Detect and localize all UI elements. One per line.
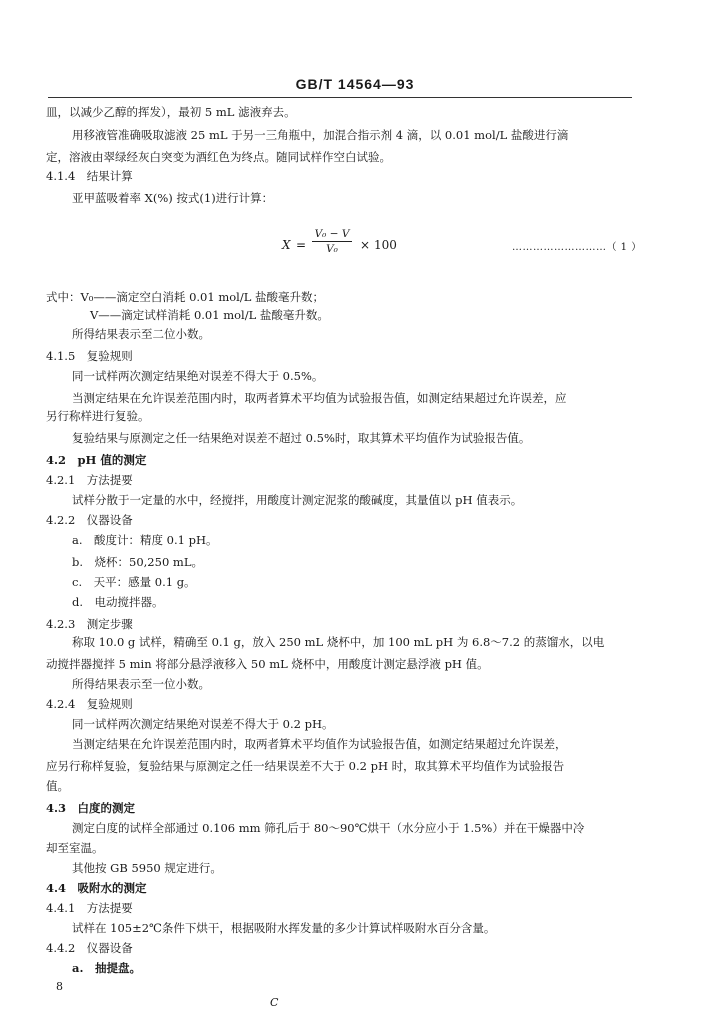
text-line: 当测定结果在允许误差范围内时，取两者算术平均值为试验报告值，如测定结果超过允许误差，应 — [72, 391, 567, 405]
text-line: 应另行称样复验，复验结果与原测定之任一结果误差不大于 0.2 pH 时，取其算术平均值作为试验报告 — [46, 759, 565, 773]
text-line: 所得结果表示至一位小数。 — [72, 677, 210, 691]
text-line: 4.4.1 方法提要 — [46, 901, 133, 915]
text-line: 4.2.1 方法提要 — [46, 473, 133, 487]
text-line: 其他按 GB 5950 规定进行。 — [72, 861, 222, 875]
formula-numerator: V₀ − V — [314, 228, 350, 240]
text-line: 4.2.4 复验规则 — [46, 697, 133, 711]
formula-reference: ………………………（ 1 ） — [512, 242, 642, 253]
text-line: 4.1.4 结果计算 — [46, 169, 133, 183]
text-line: b. 烧杯：50,250 mL。 — [72, 555, 203, 569]
formula-denominator: V₀ — [326, 243, 338, 255]
formula-times: × — [360, 238, 371, 252]
formula-1 — [282, 228, 642, 262]
text-line: a. 抽提盘。 — [72, 961, 141, 975]
text-line: 却至室温。 — [46, 841, 104, 855]
text-line: 4.3 白度的测定 — [46, 801, 136, 815]
document-header — [0, 76, 710, 92]
text-line: 4.2.3 测定步骤 — [46, 617, 133, 631]
text-line: 式中：V₀——滴定空白消耗 0.01 mol/L 盐酸毫升数； — [46, 290, 325, 304]
header-divider — [48, 97, 632, 98]
fraction-bar — [312, 241, 352, 242]
text-line: 4.2.2 仪器设备 — [46, 513, 133, 527]
text-line: 皿，以减少乙醇的挥发），最初 5 mL 滤液弃去。 — [46, 105, 296, 119]
text-line: 测定白度的试样全部通过 0.106 mm 筛孔后于 80～90℃烘干（水分应小于 1.5%）并在干燥器中冷 — [72, 821, 585, 835]
standard-code: GB/T 14564—93 — [295, 76, 415, 92]
text-line: 称取 10.0 g 试样，精确至 0.1 g，放入 250 mL 烧杯中，加 100 mL pH 为 6.8～7.2 的蒸馏水，以电 — [72, 635, 605, 649]
text-line: 值。 — [46, 779, 69, 793]
text-line: 动搅拌器搅拌 5 min 将部分悬浮液移入 50 mL 烧杯中，用酸度计测定悬浮液 pH 值。 — [46, 657, 489, 671]
text-line: a. 酸度计：精度 0.1 pH。 — [72, 533, 218, 547]
text-line: 复验结果与原测定之任一结果绝对误差不超过 0.5%时，取其算术平均值作为试验报告值。 — [72, 431, 531, 445]
page-number: 8 — [56, 980, 63, 993]
text-line: 试样在 105±2℃条件下烘干，根据吸附水挥发量的多少计算试样吸附水百分含量。 — [72, 921, 496, 935]
footer-mark: C — [270, 996, 279, 1009]
text-line: 同一试样两次测定结果绝对误差不得大于 0.5%。 — [72, 369, 324, 383]
text-line: 4.4 吸附水的测定 — [46, 881, 147, 895]
text-line: d. 电动搅拌器。 — [72, 595, 164, 609]
formula-multiplier: 100 — [374, 238, 397, 252]
text-line: 4.2 pH 值的测定 — [46, 453, 147, 467]
text-line: 当测定结果在允许误差范围内时，取两者算术平均值作为试验报告值，如测定结果超过允许误差， — [72, 737, 567, 751]
text-line: 4.1.5 复验规则 — [46, 349, 133, 363]
text-line: 用移液管准确吸取滤液 25 mL 于另一三角瓶中，加混合指示剂 4 滴，以 0.01 mol/L 盐酸进行滴 — [72, 128, 569, 142]
text-line: c. 天平：感量 0.1 g。 — [72, 575, 196, 589]
formula-fraction — [312, 228, 352, 255]
text-line: V——滴定试样消耗 0.01 mol/L 盐酸毫升数。 — [90, 308, 329, 322]
text-line: 同一试样两次测定结果绝对误差不得大于 0.2 pH。 — [72, 717, 334, 731]
text-line: 4.4.2 仪器设备 — [46, 941, 133, 955]
text-line: 所得结果表示至二位小数。 — [72, 327, 210, 341]
text-line: 试样分散于一定量的水中，经搅拌，用酸度计测定泥浆的酸碱度，其量值以 pH 值表示。 — [72, 493, 523, 507]
text-line: 定，溶液由翠绿经灰白突变为酒红色为终点。随同试样作空白试验。 — [46, 150, 391, 164]
text-line: 亚甲蓝吸着率 X(%) 按式(1)进行计算： — [72, 191, 274, 205]
formula-equals: = — [296, 238, 307, 252]
formula-lhs: X — [282, 238, 291, 252]
text-line: 另行称样进行复验。 — [46, 409, 150, 423]
